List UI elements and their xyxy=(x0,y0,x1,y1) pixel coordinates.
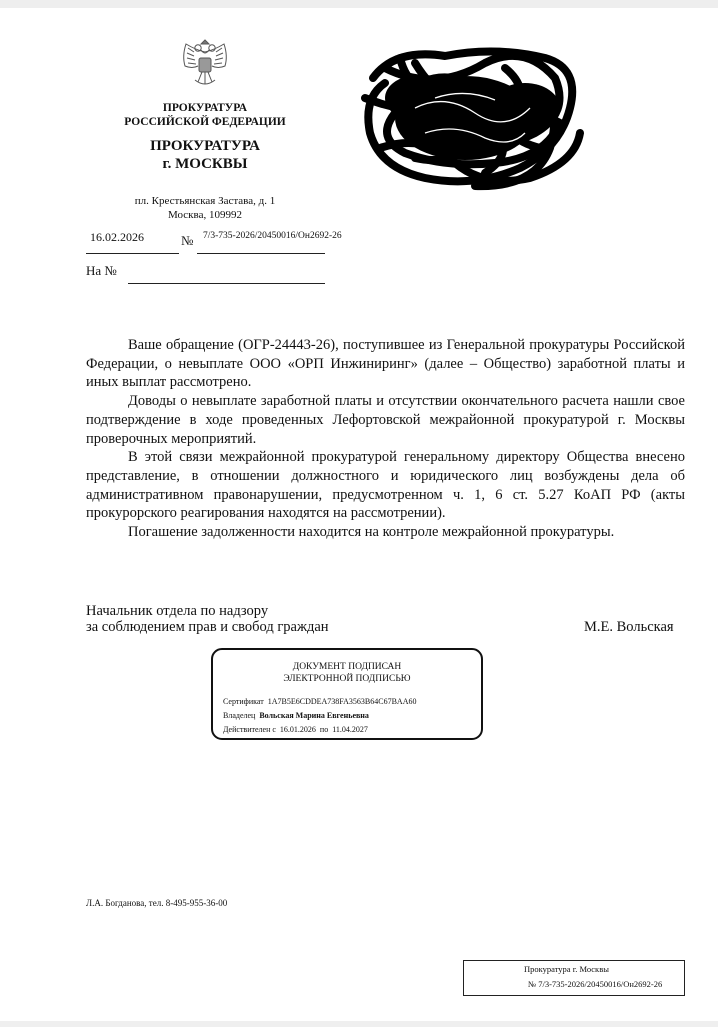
org-name xyxy=(105,137,305,173)
owner-label: Владелец xyxy=(223,711,256,720)
org-parent-line2: РОССИЙСКОЙ ФЕДЕРАЦИИ xyxy=(124,116,286,128)
validity-to-label: по xyxy=(319,725,329,734)
position-line1: Начальник отдела по надзору xyxy=(86,603,269,619)
registration-box-org: Прокуратура г. Москвы xyxy=(524,964,609,974)
valid-to: 11.04.2027 xyxy=(332,725,368,734)
certificate-value: 1A7B5E6CDDEA738FA3563B64C67BAA60 xyxy=(267,697,417,706)
executor-contact: Л.А. Богданова, тел. 8-495-955-36-00 xyxy=(86,898,228,908)
address-line1: пл. Крестьянская Застава, д. 1 xyxy=(134,195,276,207)
signatory-name: М.Е. Вольская xyxy=(584,619,674,635)
bottom-edge-strip xyxy=(0,1021,718,1027)
redaction-scribble-icon xyxy=(355,38,590,198)
validity-label: Действителен с xyxy=(223,725,276,734)
number-sign: № xyxy=(181,233,194,248)
org-line2: г. МОСКВЫ xyxy=(162,156,248,172)
reply-to-underline xyxy=(128,283,325,284)
letter-body xyxy=(86,336,685,542)
stamp-certificate-row xyxy=(223,697,416,706)
stamp-title-line2: ЭЛЕКТРОННОЙ ПОДПИСЬЮ xyxy=(283,674,411,684)
registration-number: 7/3-735-2026/20450016/Он2692-26 xyxy=(203,231,342,241)
number-underline xyxy=(197,253,325,254)
certificate-label: Сертификат xyxy=(223,697,264,706)
org-address xyxy=(105,194,305,222)
document-date: 16.02.2026 xyxy=(90,230,144,244)
position-line2: за соблюдением прав и свобод граждан xyxy=(86,619,329,635)
body-paragraph-2: Доводы о невыплате заработной платы и отсутствии окончательного расчета нашли свое подтверждение в ходе проведенных Лефортовской межрайонной прокуратурой г. Москвы проверочных мероприятий. xyxy=(86,393,685,447)
stamp-title xyxy=(213,661,481,685)
valid-from: 16.01.2026 xyxy=(279,725,316,734)
electronic-signature-stamp xyxy=(211,648,483,740)
double-headed-eagle-emblem-icon xyxy=(176,36,234,92)
owner-value: Вольская Марина Евгеньевна xyxy=(259,711,369,720)
body-paragraph-4: Погашение задолженности находится на контроле межрайонной прокуратуры. xyxy=(128,524,615,541)
reply-to-label: На № xyxy=(86,263,117,278)
stamp-title-line1: ДОКУМЕНТ ПОДПИСАН xyxy=(292,662,402,672)
body-paragraph-1: Ваше обращение (ОГР-24443-26), поступившее из Генеральной прокуратуры Российской Федерации, о невыплате ООО «ОРП Инжиниринг» (далее – Общество) заработной платы и иных выплат рассмотрено. xyxy=(86,337,685,391)
registration-box-number: № 7/3-735-2026/20450016/Он2692-26 xyxy=(528,979,663,989)
org-parent-name xyxy=(105,101,305,129)
org-line1: ПРОКУРАТУРА xyxy=(150,138,260,154)
stamp-validity-row xyxy=(223,725,368,734)
org-parent-line1: ПРОКУРАТУРА xyxy=(162,102,248,114)
stamp-owner-row xyxy=(223,711,369,720)
body-paragraph-3: В этой связи межрайонной прокуратурой генеральному директору Общества внесено представление, в отношении должностного и юридического лиц возбуждены дела об административном правонарушении, предусмотренном ч. 1, 6 ст. 5.27 КоАП РФ (акты прокурорского реагирования находятся на рассмотрении). xyxy=(86,449,685,522)
date-underline xyxy=(86,253,179,254)
address-line2: Москва, 109992 xyxy=(168,209,242,221)
top-edge-strip xyxy=(0,0,718,8)
